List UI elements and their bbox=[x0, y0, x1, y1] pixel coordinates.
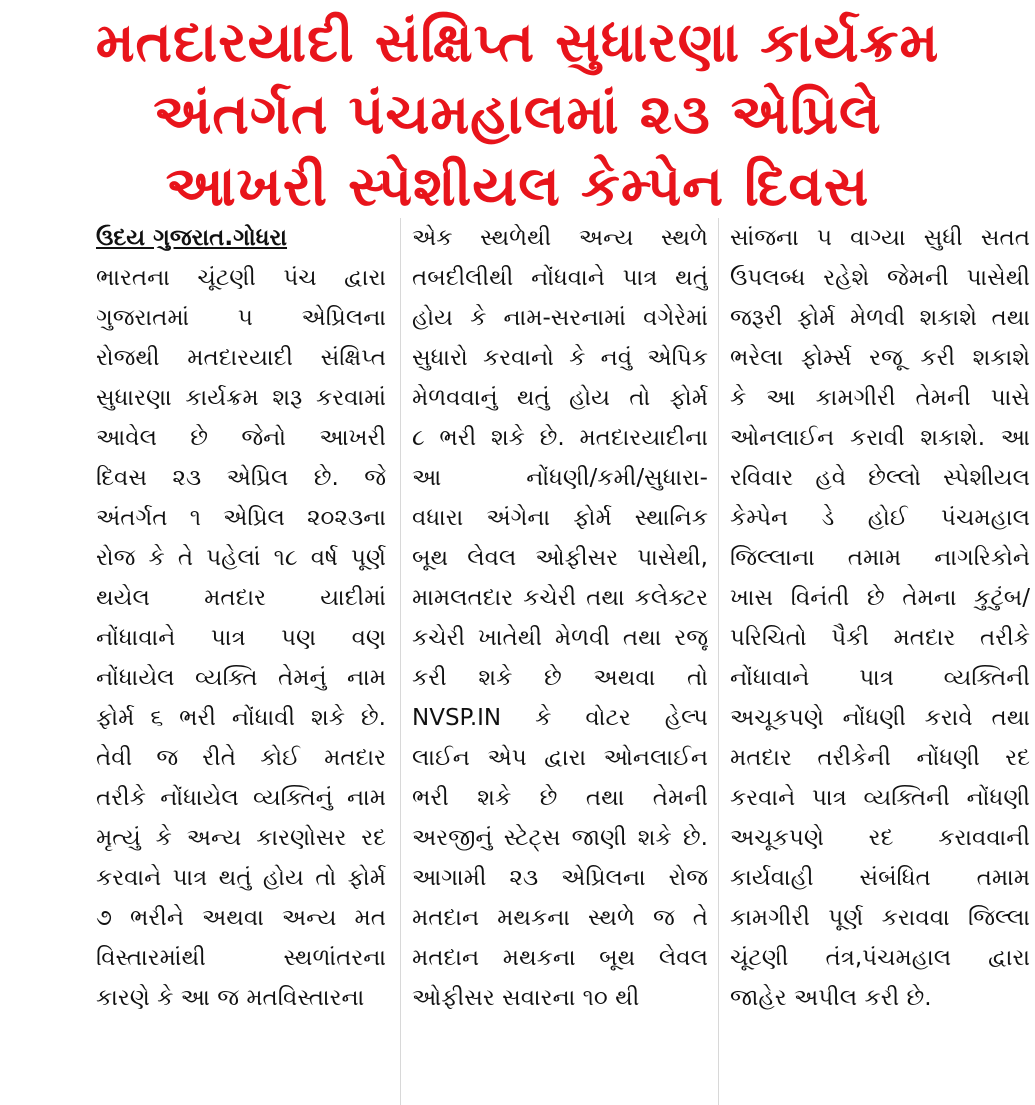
article-line: તબદીલીથી નોંધવાને પાત્ર થતું bbox=[412, 265, 708, 291]
article-line: ઓફીસર સવારના ૧૦ થી bbox=[412, 985, 640, 1011]
article-line: નોંધાવાને પાત્ર વ્યક્તિની bbox=[730, 665, 1030, 691]
article-column-3 bbox=[730, 218, 1030, 1105]
article-line: તેવી જ રીતે કોઈ મતદાર bbox=[96, 745, 386, 771]
article-line: સુધારો કરવાનો કે નવું એપિક bbox=[412, 345, 708, 371]
column-divider bbox=[718, 218, 719, 1105]
article-line: રોજ કે તે પહેલાં ૧૮ વર્ષ પૂર્ણ bbox=[96, 545, 386, 571]
article-line: ગુજરાતમાં ૫ એપ્રિલના bbox=[96, 305, 386, 331]
article-line: કચેરી ખાતેથી મેળવી તથા રજૂ bbox=[412, 625, 708, 651]
article-line: તરીકે નોંધાયેલ વ્યક્તિનું નામ bbox=[96, 785, 386, 811]
article-line: કરવાને પાત્ર વ્યક્તિની નોંધણી bbox=[730, 785, 1030, 811]
article-line: થયેલ મતદાર યાદીમાં bbox=[96, 585, 386, 611]
article-line: અંતર્ગત ૧ એપ્રિલ ૨૦૨૩ના bbox=[96, 505, 386, 531]
article-line: પરિચિતો પૈકી મતદાર તરીકે bbox=[730, 625, 1030, 651]
article-column-1 bbox=[96, 218, 386, 1105]
article-line: કારણે કે આ જ મતવિસ્તારના bbox=[96, 985, 365, 1011]
article-line: દિવસ ૨૩ એપ્રિલ છે. જે bbox=[96, 465, 386, 491]
article-line: એક સ્થળેથી અન્ય સ્થળે bbox=[412, 225, 708, 251]
article-line: અચૂકપણે રદ કરાવવાની bbox=[730, 825, 1030, 851]
article-line: મામલતદાર કચેરી તથા કલેક્ટર bbox=[412, 585, 708, 611]
article-line: મતદાન મથકના બૂથ લેવલ bbox=[412, 945, 708, 971]
article-line: બૂથ લેવલ ઓફીસર પાસેથી, bbox=[412, 545, 708, 571]
article-line: રોજથી મતદારયાદી સંક્ષિપ્ત bbox=[96, 345, 386, 371]
article-line: ૮ ભરી શકે છે. મતદારયાદીના bbox=[412, 425, 708, 451]
article-line: નોંધાવાને પાત્ર પણ વણ bbox=[96, 625, 386, 651]
byline-text: ઉદય ગુજરાત.ગોધરા bbox=[96, 225, 288, 251]
article-line: વિસ્તારમાંથી સ્થળાંતરના bbox=[96, 945, 386, 971]
article-line: ૭ ભરીને અથવા અન્ય મત bbox=[96, 905, 386, 931]
article-body bbox=[0, 218, 1035, 1105]
article-line: કાર્યવાહી સંબંધિત તમામ bbox=[730, 865, 1030, 891]
article-line: NVSP.IN કે વોટર હેલ્પ bbox=[412, 705, 708, 731]
headline-line: મતદારયાદી સંક્ષિપ્ત સુધારણા કાર્યક્રમ bbox=[95, 10, 940, 74]
article-line: મૃત્યું કે અન્ય કારણોસર રદ bbox=[96, 825, 386, 851]
article-line: અરજીનું સ્ટેટ્સ જાણી શકે છે. bbox=[412, 825, 708, 851]
column-divider bbox=[400, 218, 401, 1105]
article-line: કરવાને પાત્ર થતું હોય તો ફોર્મ bbox=[96, 865, 386, 891]
article-line: લાઈન એપ દ્વારા ઓનલાઈન bbox=[412, 745, 708, 771]
article-line: ભરી શકે છે તથા તેમની bbox=[412, 785, 708, 811]
article-line: અચૂકપણે નોંધણી કરાવે તથા bbox=[730, 705, 1030, 731]
article-line: આવેલ છે જેનો આખરી bbox=[96, 425, 386, 451]
article-line: સુધારણા કાર્યક્રમ શરૂ કરવામાં bbox=[96, 385, 386, 411]
article-line: સાંજના ૫ વાગ્યા સુધી સતત bbox=[730, 225, 1030, 251]
article-line: કામગીરી પૂર્ણ કરાવવા જિલ્લા bbox=[730, 905, 1030, 931]
article-line: રવિવાર હવે છેલ્લો સ્પેશીયલ bbox=[730, 465, 1030, 491]
article-line: મતદાન મથકના સ્થળે જ તે bbox=[412, 905, 708, 931]
article-line: કરી શકે છે અથવા તો bbox=[412, 665, 708, 691]
article-line: ઉપલબ્ધ રહેશે જેમની પાસેથી bbox=[730, 265, 1030, 291]
article-line: આ નોંધણી/કમી/સુધારા- bbox=[412, 465, 708, 491]
article-line: નોંધાયેલ વ્યક્તિ તેમનું નામ bbox=[96, 665, 386, 691]
article-line: ભરેલા ફોર્મ્સ રજૂ કરી શકાશે bbox=[730, 345, 1030, 371]
article-line: ઓનલાઈન કરાવી શકાશે. આ bbox=[730, 425, 1030, 451]
article-line: ચૂંટણી તંત્ર,પંચમહાલ દ્વારા bbox=[730, 945, 1030, 971]
headline-line: આખરી સ્પેશીયલ કેમ્પેન દિવસ bbox=[165, 154, 870, 218]
article-line: કેમ્પેન ડે હોઈ પંચમહાલ bbox=[730, 505, 1030, 531]
article-line: આગામી ૨૩ એપ્રિલના રોજ bbox=[412, 865, 708, 891]
byline bbox=[96, 218, 386, 258]
article-line: જરૂરી ફોર્મ મેળવી શકાશે તથા bbox=[730, 305, 1030, 331]
headline-line: અંતર્ગત પંચમહાલમાં ૨૩ એપ્રિલે bbox=[153, 82, 882, 146]
article-line: ભારતના ચૂંટણી પંચ દ્વારા bbox=[96, 265, 386, 291]
article-line: ખાસ વિનંતી છે તેમના કુટુંબ/ bbox=[730, 585, 1030, 611]
article-line: મતદાર તરીકેની નોંધણી રદ bbox=[730, 745, 1030, 771]
article-line: મેળવવાનું થતું હોય તો ફોર્મ bbox=[412, 385, 708, 411]
article-line: કે આ કામગીરી તેમની પાસે bbox=[730, 385, 1030, 411]
article-line: જાહેર અપીલ કરી છે. bbox=[730, 985, 932, 1011]
article-line: હોય કે નામ-સરનામાં વગેરેમાં bbox=[412, 305, 708, 331]
article-line: જિલ્લાના તમામ નાગરિકોને bbox=[730, 545, 1030, 571]
article-column-2 bbox=[412, 218, 708, 1105]
article-line: ફોર્મ ૬ ભરી નોંધાવી શકે છે. bbox=[96, 705, 386, 731]
headline bbox=[0, 6, 1035, 222]
article-line: વધારા અંગેના ફોર્મ સ્થાનિક bbox=[412, 505, 708, 531]
